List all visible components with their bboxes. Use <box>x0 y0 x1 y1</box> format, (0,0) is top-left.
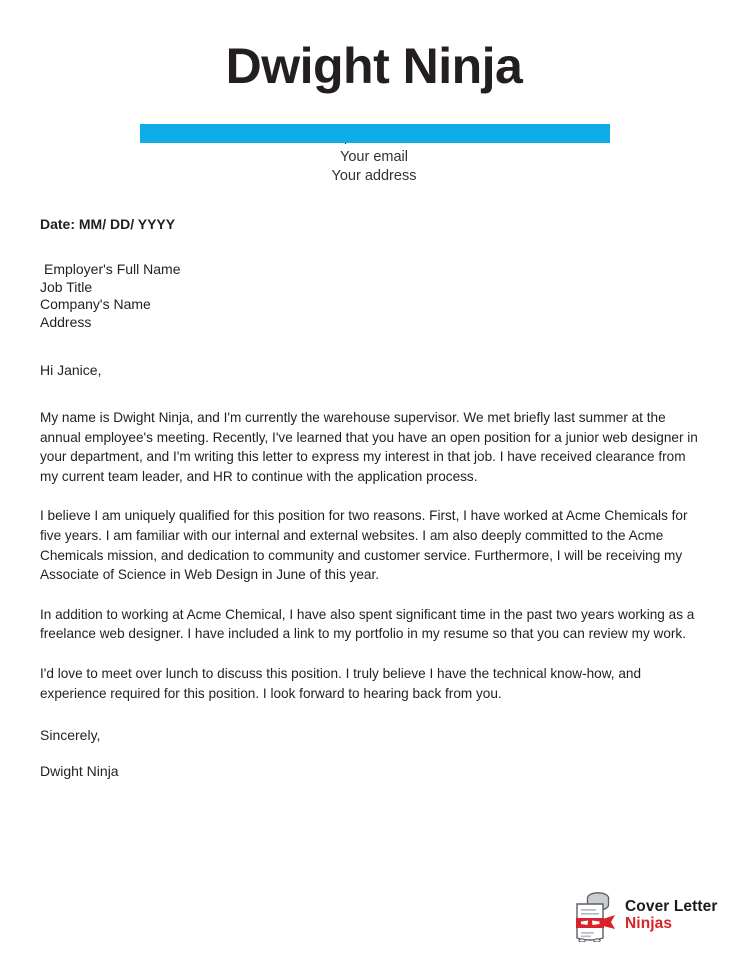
brand-wordmark <box>625 899 718 932</box>
date-line: Date: MM/ DD/ YYYY <box>40 216 176 232</box>
brand-logo <box>570 888 730 943</box>
signature-name: Dwight Ninja <box>40 763 119 780</box>
recipient-address: Address <box>40 313 92 330</box>
brand-line-cover-letter: Cover Letter <box>625 898 718 916</box>
body-paragraph-3: In addition to working at Acme Chemical, I have also spent significant time in the past two years working as a freelance web designer. I have included a link to my portfolio in my resume so that you can review my work. <box>40 606 695 642</box>
body-paragraph-1: My name is Dwight Ninja, and I'm currently the warehouse supervisor. We met briefly last summer at the annual employee's meeting. Recently, I've learned that you have an open position for a junior web designer in your department, and I'm writing this letter to express my interest in that job. I have received clearance from my current team leader, and HR to continue with the application process. <box>40 410 698 484</box>
recipient-job-title: Job Title <box>40 278 93 295</box>
recipient-block <box>40 261 705 331</box>
page-title: Dwight Ninja <box>225 38 523 94</box>
recipient-company: Company's Name <box>40 296 151 312</box>
accent-bar <box>140 124 610 143</box>
letterhead <box>0 38 748 110</box>
salutation: Hi Janice, <box>40 362 102 378</box>
contact-email: Your email <box>340 148 408 165</box>
contact-address: Your address <box>331 168 417 184</box>
body-paragraph-2: I believe I am uniquely qualified for this position for two reasons. First, I have worked at Acme Chemicals for five years. I am familiar with our internal and external websites. I am also deeply committed to the Acme Chemicals mission, and dedication to community and customer service. Furthermore, I will be receiving my Associate of Science in Web Design in June of this year. <box>40 508 688 583</box>
closing: Sincerely, <box>40 727 101 744</box>
brand-line-ninjas: Ninjas <box>625 914 673 932</box>
letter-body <box>40 215 705 780</box>
recipient-name: Employer's Full Name <box>44 261 181 277</box>
ninja-scroll-icon <box>570 890 616 942</box>
body-paragraph-4: I'd love to meet over lunch to discuss this position. I truly believe I have the technical know-how, and experience required for this position. I look forward to hearing back from you. <box>40 665 642 701</box>
